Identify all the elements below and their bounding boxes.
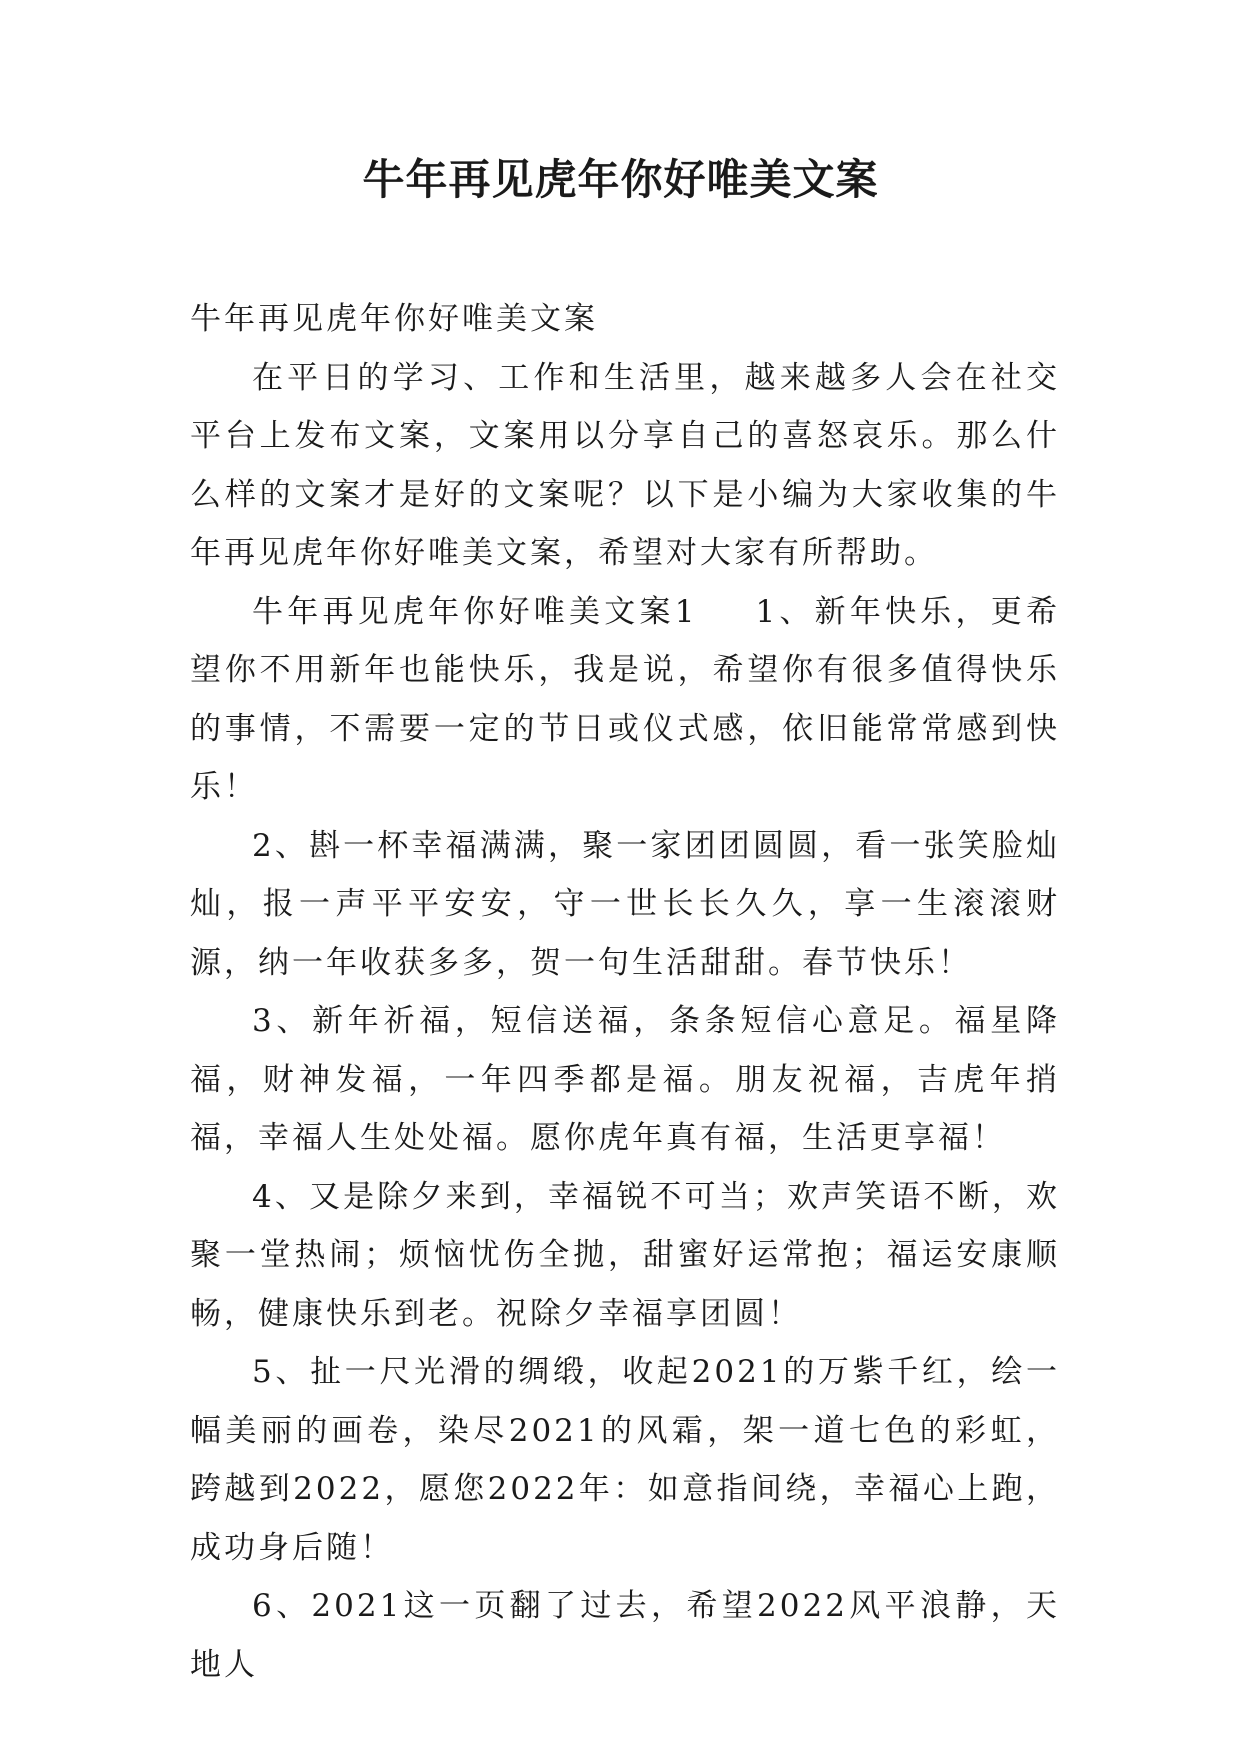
document-title: 牛年再见虎年你好唯美文案 bbox=[362, 155, 879, 204]
item-1: 1、新年快乐，更希望你不用新年也能快乐，我是说，希望你有很多值得快乐的事情，不需要一定的节日或仪式感，依旧能常常感到快乐！ bbox=[190, 593, 1060, 805]
intro-paragraph: 在平日的学习、工作和生活里，越来越多人会在社交平台上发布文案，文案用以分享自己的喜怒哀乐。那么什么样的文案才是好的文案呢？以下是小编为大家收集的牛年再见虎年你好唯美文案，希望对大家有所帮助。 bbox=[190, 359, 1060, 571]
document-body bbox=[190, 290, 1060, 1694]
item-2: 2、斟一杯幸福满满，聚一家团团圆圆，看一张笑脸灿灿，报一声平平安安，守一世长长久久，享一生滚滚财源，纳一年收获多多，贺一句生活甜甜。春节快乐！ bbox=[190, 827, 1060, 981]
item-4: 4、又是除夕来到，幸福锐不可当；欢声笑语不断，欢聚一堂热闹；烦恼忧伤全抛，甜蜜好运常抱；福运安康顺畅，健康快乐到老。祝除夕幸福享团圆！ bbox=[190, 1178, 1060, 1332]
item-6: 6、2021这一页翻了过去，希望2022风平浪静，天地人 bbox=[190, 1588, 1060, 1683]
item-3: 3、新年祈福，短信送福，条条短信心意足。福星降福，财神发福，一年四季都是福。朋友祝福，吉虎年捎福，幸福人生处处福。愿你虎年真有福，生活更享福！ bbox=[190, 1003, 1060, 1156]
section-paragraph bbox=[190, 583, 1060, 817]
section-heading: 牛年再见虎年你好唯美文案1 bbox=[252, 593, 698, 630]
item-5: 5、扯一尺光滑的绸缎，收起2021的万紫千红，绘一幅美丽的画卷，染尽2021的风霜，架一道七色的彩虹，跨越到2022，愿您2022年：如意指间绕，幸福心上跑，成功身后随！ bbox=[190, 1354, 1060, 1566]
document-subtitle: 牛年再见虎年你好唯美文案 bbox=[190, 301, 598, 337]
